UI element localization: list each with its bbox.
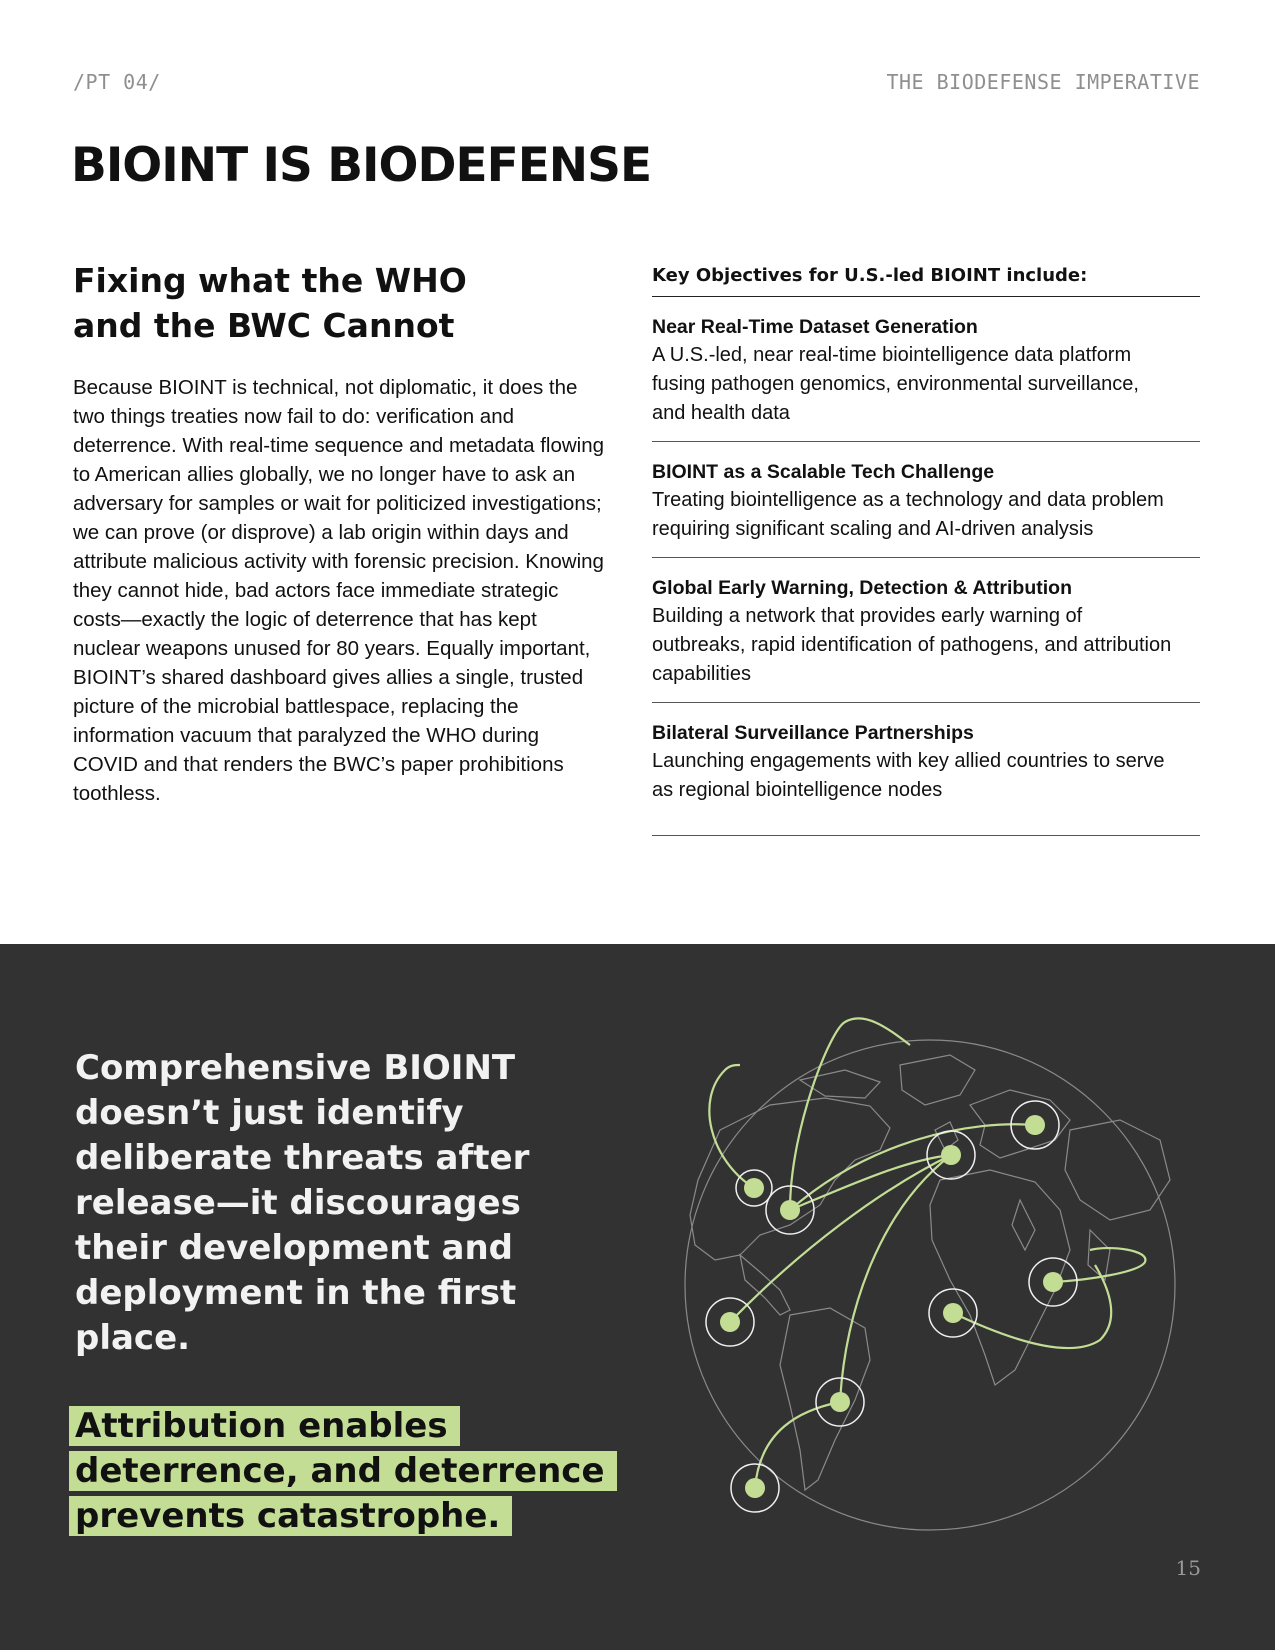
pull-quote: Comprehensive BIOINT doesn’t just identify deliberate threats after release—it discourages their development and deployment in the first place. [75,1048,530,1358]
highlight-statement [69,1404,609,1539]
globe-network-illustration [640,1010,1200,1550]
objective-description: Building a network that provides early warning of outbreaks, rapid identification of pathogens, and attribution capabilities [652,605,1172,685]
location-node [736,1170,772,1206]
objective-item [652,703,1200,836]
page-title: BIOINT IS BIODEFENSE [71,138,652,193]
connection-arcs [709,1018,1145,1488]
node-markers [706,1101,1077,1512]
body-paragraph: Because BIOINT is technical, not diplomatic, it does the two things treaties now fail to do: verification and deterrence. With real-time sequence and metadata flowing to American allies globally, we no longer have to ask an adversary for samples or wait for politicized investigations; we can prove (or disprove) a lab origin within days and attribute malicious activity with forensic precision. Knowing they cannot hide, bad actors face immediate strategic costs—exactly the logic of deterrence that has kept nuclear weapons unused for 80 years. Equally important, BIOINT’s shared dashboard gives allies a single, trusted picture of the microbial battlespace, replacing the information vacuum that paralyzed the WHO during COVID and that renders the BWC’s paper prohibitions toothless. [73,376,605,805]
objective-description: Launching engagements with key allied countries to serve as regional biointelligence nodes [652,750,1165,801]
objective-item [652,442,1200,558]
location-node [816,1378,864,1426]
objective-description: A U.S.-led, near real-time biointelligence data platform fusing pathogen genomics, environmental surveillance, and health data [652,344,1139,424]
objectives-heading: Key Objectives for U.S.-led BIOINT include: [652,265,1200,297]
location-node [731,1464,779,1512]
objective-title: BIOINT as a Scalable Tech Challenge [652,461,995,483]
location-node [1029,1258,1077,1306]
objective-item [652,297,1200,442]
objective-title: Global Early Warning, Detection & Attribution [652,577,1072,599]
location-node [706,1298,754,1346]
location-node [929,1289,977,1337]
section-label: /PT 04/ [73,70,161,94]
objective-description: Treating biointelligence as a technology and data problem requiring significant scaling and AI-driven analysis [652,489,1164,540]
section-subtitle: Fixing what the WHO and the BWC Cannot [73,261,467,345]
page-number: 15 [1175,1556,1201,1580]
key-objectives [652,265,1200,836]
globe-icon [685,1040,1175,1530]
objective-title: Bilateral Surveillance Partnerships [652,722,974,744]
location-node [927,1131,975,1179]
objective-title: Near Real-Time Dataset Generation [652,316,978,338]
objective-item [652,558,1200,703]
document-title: THE BIODEFENSE IMPERATIVE [886,70,1200,94]
highlight-text: Attribution enables deterrence, and deterrence prevents catastrophe. [69,1406,617,1536]
